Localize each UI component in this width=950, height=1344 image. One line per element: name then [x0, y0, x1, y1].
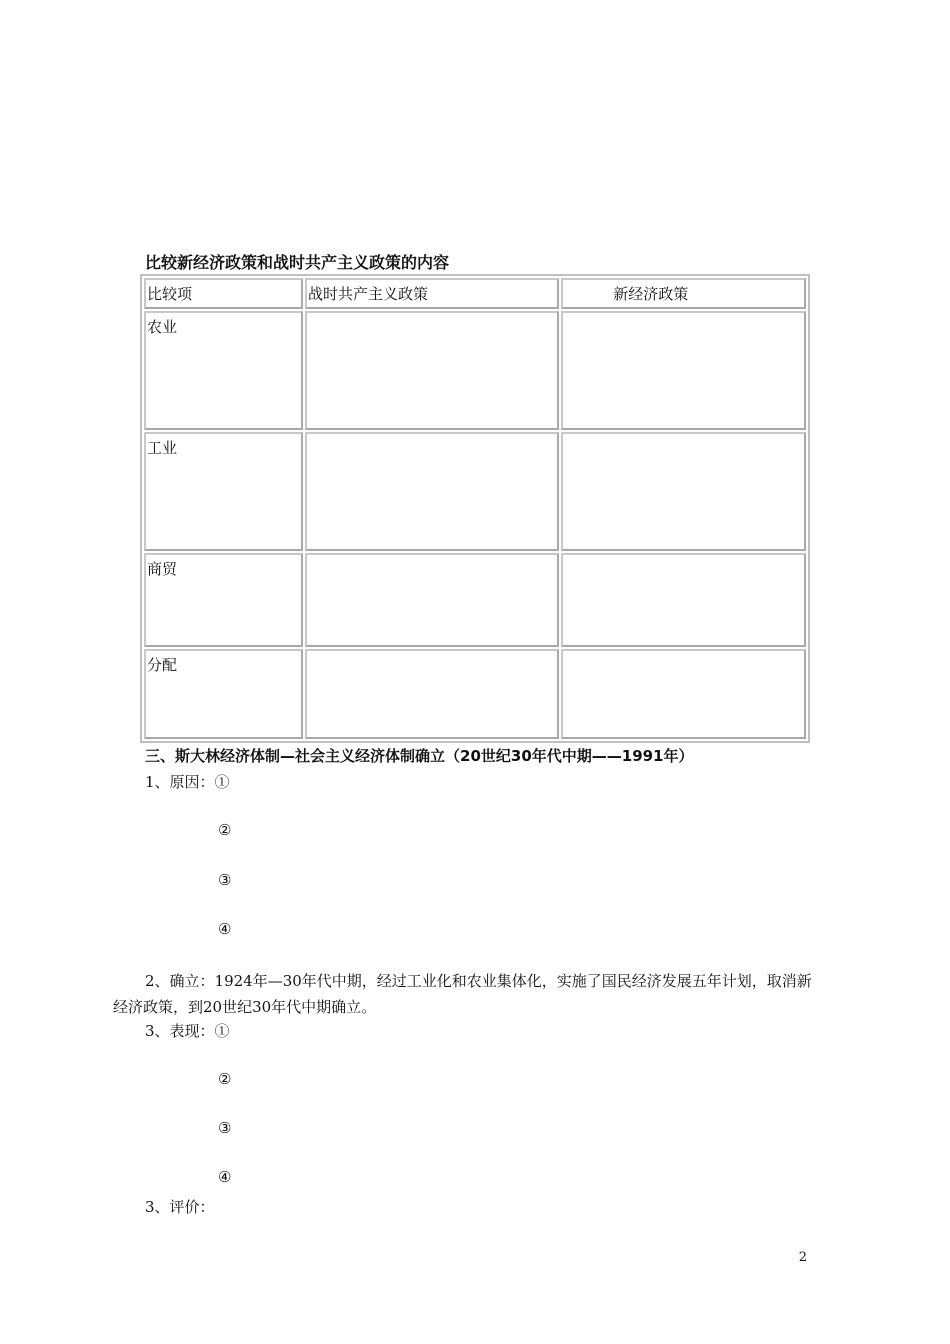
nep-cell [561, 432, 806, 551]
nep-cell [561, 553, 806, 647]
war-cell [305, 553, 559, 647]
page-number: 2 [798, 1250, 807, 1265]
reason-item-3: ③ [218, 871, 232, 889]
reason-item-4: ④ [218, 920, 232, 938]
war-cell [305, 311, 559, 430]
row-label: 工业 [144, 432, 303, 551]
comparison-table [140, 274, 810, 743]
performance-item-4: ④ [218, 1168, 232, 1186]
reasons-label: 1、原因：① [145, 773, 230, 791]
header-cell-nep: 新经济政策 [561, 278, 806, 309]
row-label: 分配 [144, 649, 303, 739]
establishment-paragraph: 2、确立：1924年—30年代中期，经过工业化和农业集体化，实施了国民经济发展五年计划，取消新经济政策，到20世纪30年代中期确立。 [113, 972, 812, 1016]
performance-item-2: ② [218, 1070, 232, 1088]
table-header-row [144, 278, 806, 309]
table-title: 比较新经济政策和战时共产主义政策的内容 [145, 253, 450, 272]
section-heading: 三、斯大林经济体制—社会主义经济体制确立（20世纪30年代中期——1991年） [145, 747, 694, 765]
nep-cell [561, 311, 806, 430]
war-cell [305, 432, 559, 551]
table-row [144, 553, 806, 647]
row-label: 农业 [144, 311, 303, 430]
nep-cell [561, 649, 806, 739]
header-cell-item: 比较项 [144, 278, 303, 309]
table-row [144, 432, 806, 551]
war-cell [305, 649, 559, 739]
table-row [144, 311, 806, 430]
performance-item-3: ③ [218, 1119, 232, 1137]
performance-label: 3、表现：① [145, 1022, 230, 1040]
row-label: 商贸 [144, 553, 303, 647]
header-cell-war-communism: 战时共产主义政策 [305, 278, 559, 309]
evaluation-label: 3、评价： [145, 1198, 215, 1216]
table-row [144, 649, 806, 739]
reason-item-2: ② [218, 821, 232, 839]
